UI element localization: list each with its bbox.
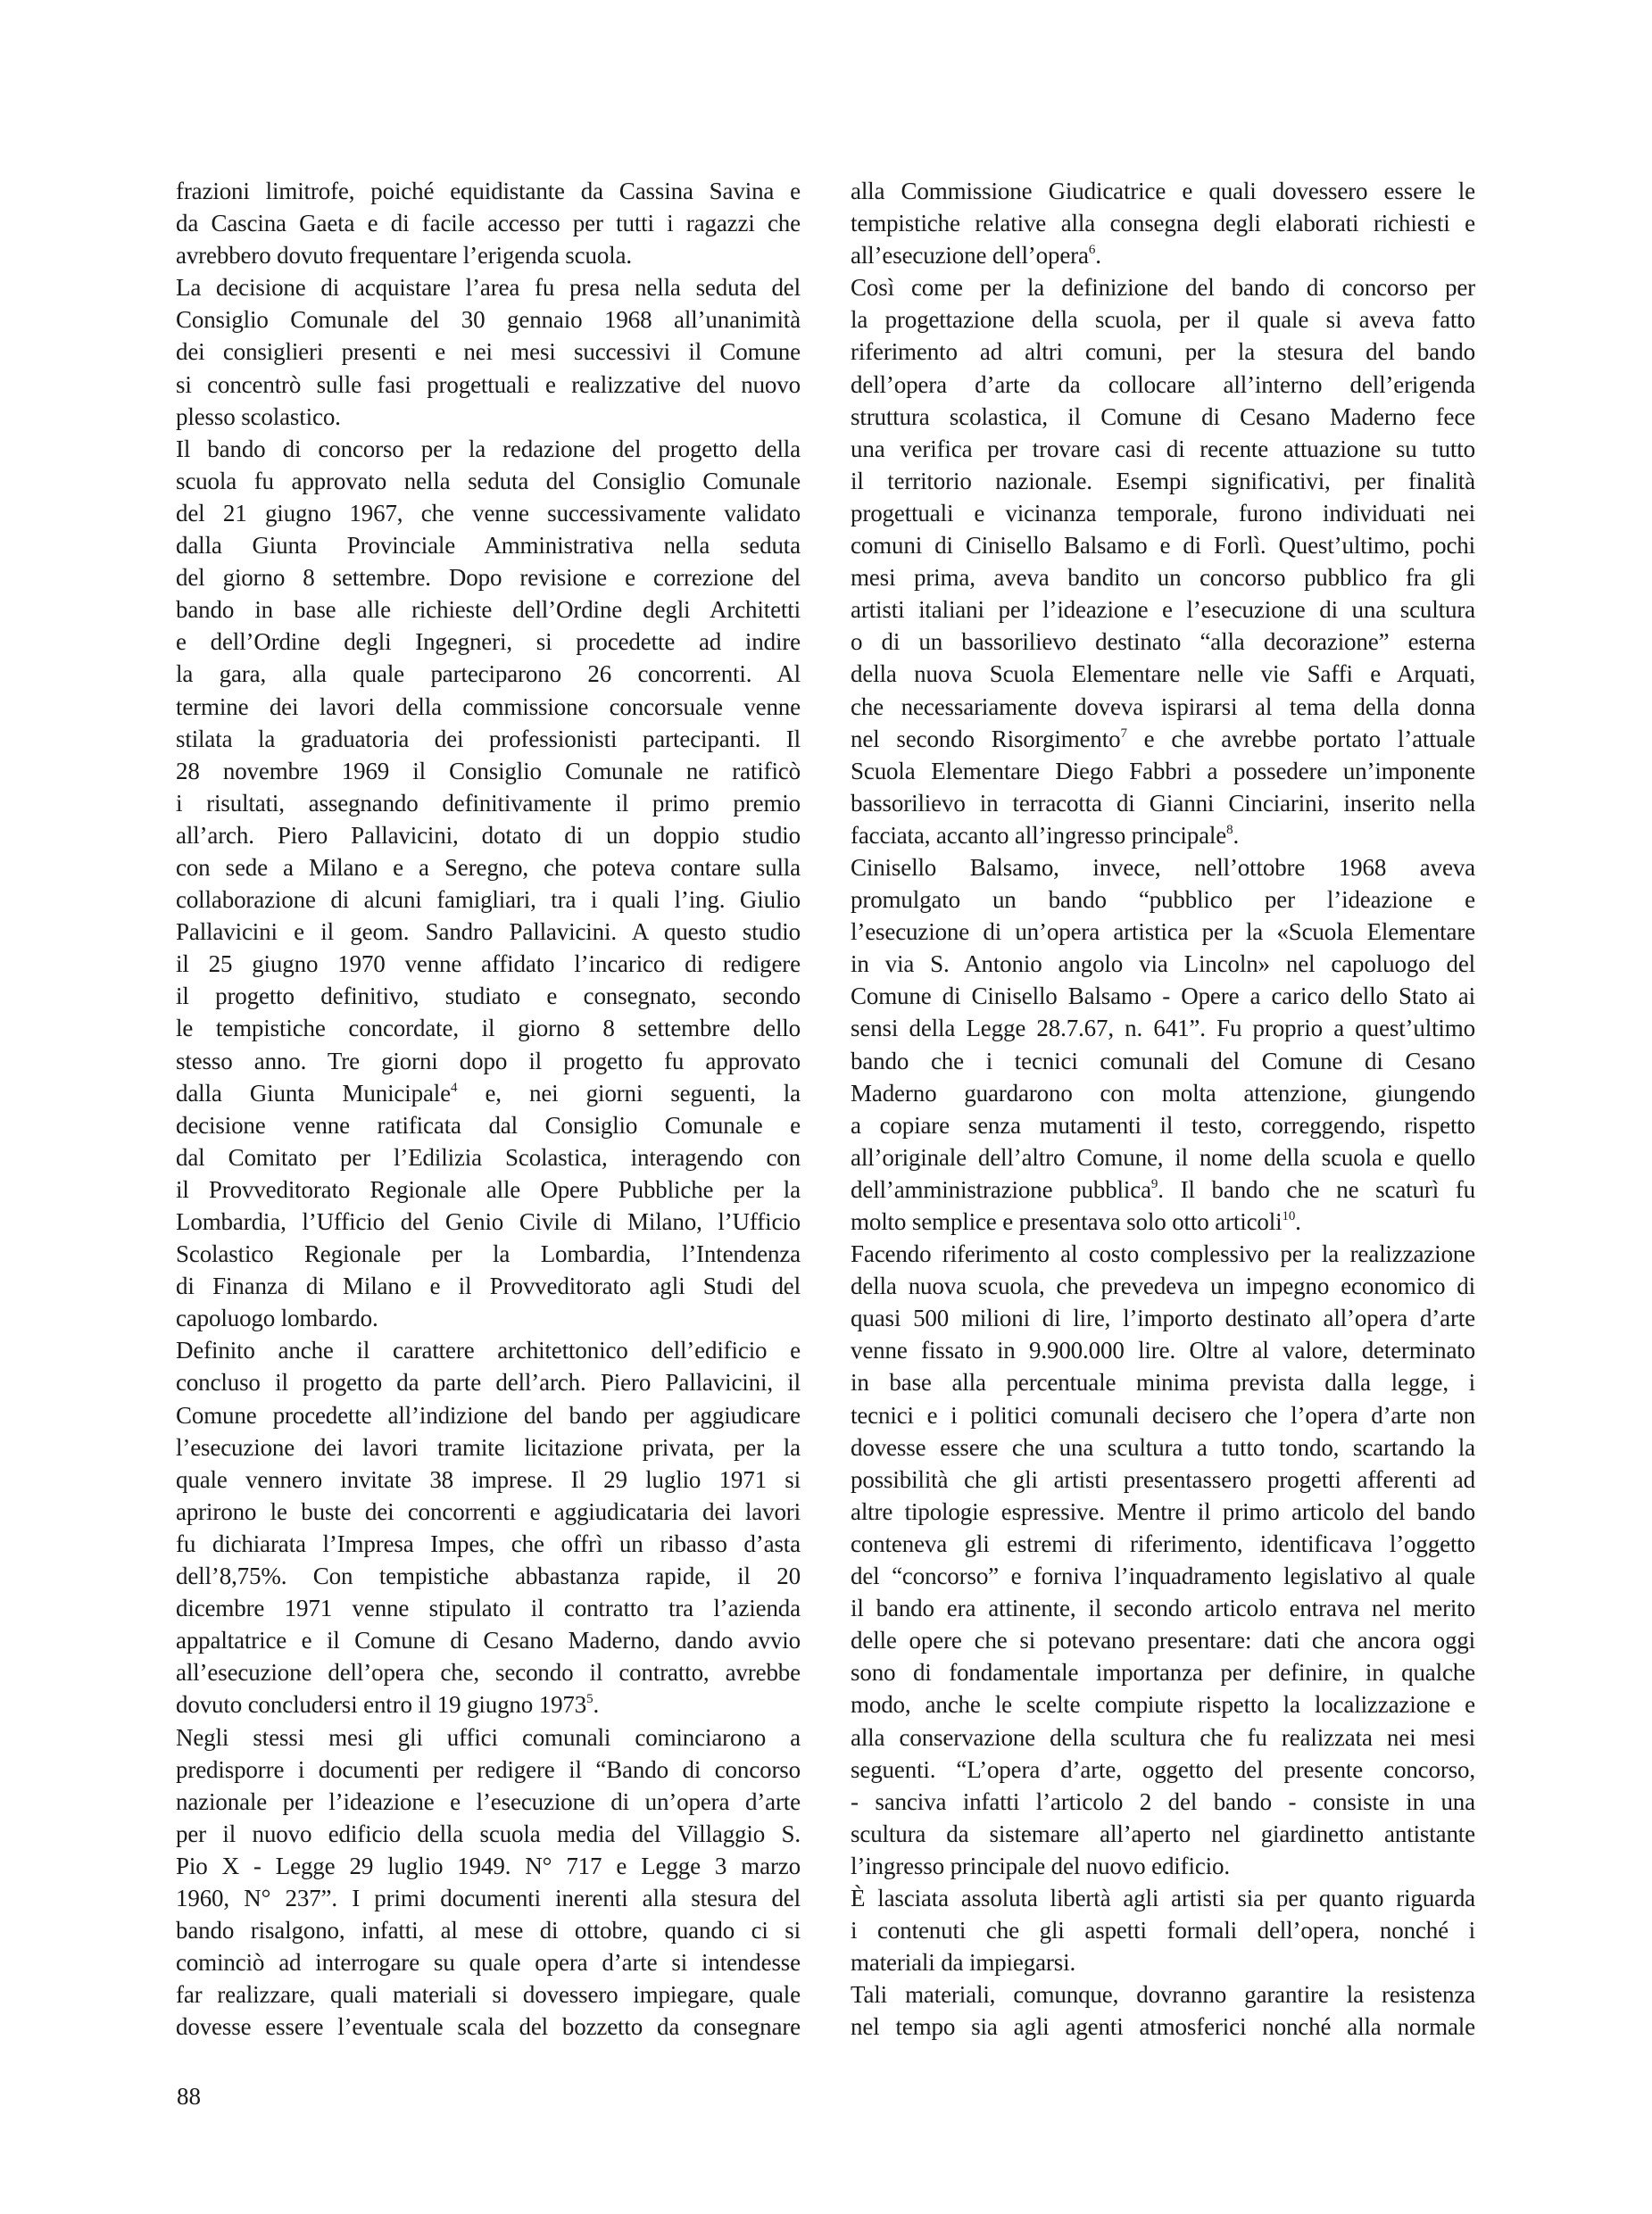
text-line-content: a copiare senza mutamenti il testo, correggendo, rispetto xyxy=(851,1111,1475,1139)
text-line-content: la progettazione della scuola, per il quale si aveva fatto xyxy=(851,306,1475,334)
text-line-content: Pallavicini e il geom. Sandro Pallavicini. A questo studio xyxy=(176,918,801,946)
text-line-content: all’originale dell’altro Comune, il nome della scuola e quello xyxy=(851,1143,1475,1171)
text-line-content: dell’amministrazione pubblica xyxy=(851,1175,1151,1203)
text-line-content: Tali materiali, comunque, dovranno garantire la resistenza xyxy=(851,1981,1475,2009)
text-line xyxy=(851,1786,1475,1818)
text-line-content: sensi della Legge 28.7.67, n. 641”. Fu proprio a quest’ultimo xyxy=(851,1015,1475,1042)
text-line xyxy=(851,1464,1475,1496)
footnote-marker: 8 xyxy=(1226,822,1233,837)
text-line xyxy=(176,851,801,883)
text-line xyxy=(851,336,1475,368)
text-line xyxy=(851,1624,1475,1656)
text-line xyxy=(851,1173,1475,1206)
text-line xyxy=(176,1721,801,1754)
text-line xyxy=(851,433,1475,465)
text-line xyxy=(176,980,801,1012)
text-line xyxy=(176,593,801,626)
text-line-content: e dell’Ordine degli Ingegneri, si procedette ad indire xyxy=(176,628,801,656)
text-line-content: in via S. Antonio angolo via Lincoln» nel capoluogo del xyxy=(851,950,1475,978)
text-line-content: da Cascina Gaeta e di facile accesso per tutti i ragazzi che xyxy=(176,210,801,237)
footnote-marker: 7 xyxy=(1120,726,1127,741)
text-line-continuation: . xyxy=(1295,1208,1301,1235)
text-line-content: delle opere che si potevano presentare: dati che ancora oggi xyxy=(851,1627,1475,1654)
text-line-content: del “concorso” e forniva l’inquadramento legislativo al quale xyxy=(851,1563,1475,1590)
text-line xyxy=(851,1656,1475,1688)
text-line xyxy=(851,369,1475,401)
text-line xyxy=(176,1496,801,1528)
text-line-continuation: e che avrebbe portato l’attuale xyxy=(1126,725,1475,752)
text-line xyxy=(176,883,801,916)
text-line xyxy=(176,1882,801,1914)
text-line-content: conteneva gli estremi di riferimento, identificava l’oggetto xyxy=(851,1530,1475,1557)
text-line-content: stilata la graduatoria dei professionisti partecipanti. Il xyxy=(176,725,801,752)
text-line xyxy=(851,1978,1475,2011)
text-line-content: Negli stessi mesi gli uffici comunali cominciarono a xyxy=(176,1723,801,1751)
text-line xyxy=(851,1366,1475,1398)
text-line xyxy=(176,626,801,658)
text-line-content: aprirono le buste dei concorrenti e aggiudicataria dei lavori xyxy=(176,1497,801,1525)
text-line xyxy=(851,787,1475,819)
text-line-content: possibilità che gli artisti presentassero progetti afferenti ad xyxy=(851,1465,1475,1493)
text-line-content: del 21 giugno 1967, che venne successivamente validato xyxy=(176,499,801,527)
text-line-content: dei consiglieri presenti e nei mesi successivi il Comune xyxy=(176,338,801,366)
text-line-content: i risultati, assegnando definitivamente il primo premio xyxy=(176,789,801,817)
footnote-marker: 6 xyxy=(1088,243,1096,258)
text-line-content: del giorno 8 settembre. Dopo revisione e correzione del xyxy=(176,564,801,592)
text-line xyxy=(851,691,1475,723)
text-line xyxy=(851,401,1475,433)
text-line-content: il 25 giugno 1970 venne affidato l’incarico di redigere xyxy=(176,950,801,978)
text-line-content: stesso anno. Tre giorni dopo il progetto fu approvato xyxy=(176,1047,801,1074)
text-line-content: decisione venne ratificata dal Consiglio Comunale e xyxy=(176,1111,801,1139)
text-line-content: alla conservazione della scultura che fu realizzata nei mesi xyxy=(851,1723,1475,1751)
text-line-content: Definito anche il carattere architettonico dell’edificio e xyxy=(176,1337,801,1364)
text-line-content: plesso scolastico. xyxy=(176,402,341,430)
text-line xyxy=(176,1528,801,1560)
text-line-content: mesi prima, aveva bandito un concorso pubblico fra gli xyxy=(851,564,1475,592)
text-line xyxy=(851,755,1475,787)
text-line-content: l’esecuzione di un’opera artistica per la «Scuola Elementare xyxy=(851,918,1475,946)
text-line-content: bando risalgono, infatti, al mese di ottobre, quando ci si xyxy=(176,1917,801,1945)
text-line-content: all’arch. Piero Pallavicini, dotato di un doppio studio xyxy=(176,821,801,849)
text-line xyxy=(851,465,1475,497)
page-number: 88 xyxy=(177,2083,201,2110)
text-line xyxy=(176,1754,801,1786)
text-line xyxy=(176,561,801,593)
text-line-content: Maderno guardarono con molta attenzione, giungendo xyxy=(851,1079,1475,1107)
text-line xyxy=(176,1012,801,1044)
text-line-content: riferimento ad altri comuni, per la stesura del bando xyxy=(851,338,1475,366)
text-line xyxy=(176,1850,801,1882)
text-line-content: termine dei lavori della commissione concorsuale venne xyxy=(176,692,801,720)
text-line-content: il Provveditorato Regionale alle Opere Pubbliche per la xyxy=(176,1175,801,1203)
text-line-content: l’esecuzione dei lavori tramite licitazione privata, per la xyxy=(176,1433,801,1461)
text-line-content: dal Comitato per l’Edilizia Scolastica, interagendo con xyxy=(176,1143,801,1171)
text-line xyxy=(851,916,1475,948)
text-line xyxy=(851,1528,1475,1560)
text-line-content: si concentrò sulle fasi progettuali e realizzative del nuovo xyxy=(176,370,801,398)
text-line xyxy=(851,1431,1475,1464)
text-line-content: materiali da impiegarsi. xyxy=(851,1949,1076,1977)
text-line xyxy=(851,1818,1475,1850)
footnote-marker: 9 xyxy=(1150,1176,1158,1191)
text-line-content: venne fissato in 9.900.000 lire. Oltre al valore, determinato xyxy=(851,1337,1475,1364)
text-line-content: progettuali e vicinanza temporale, furono individuati nei xyxy=(851,499,1475,527)
text-line xyxy=(176,1109,801,1141)
text-line-content: scuola fu approvato nella seduta del Consiglio Comunale xyxy=(176,467,801,494)
text-line-content: avrebbero dovuto frequentare l’erigenda scuola. xyxy=(176,242,632,269)
text-line xyxy=(851,1754,1475,1786)
text-line-content: dalla Giunta Municipale xyxy=(176,1079,451,1107)
text-line xyxy=(176,175,801,207)
text-line xyxy=(851,626,1475,658)
text-line-content: della nuova scuola, che prevedeva un impegno economico di xyxy=(851,1273,1475,1300)
text-line-content: bando che i tecnici comunali del Comune di Cesano xyxy=(851,1047,1475,1074)
text-line xyxy=(176,1366,801,1398)
text-line-content: dell’opera d’arte da collocare all’interno dell’erigenda xyxy=(851,370,1475,398)
text-line xyxy=(851,883,1475,916)
text-line xyxy=(176,1624,801,1656)
text-line-content: scultura da sistemare all’aperto nel giardinetto antistante xyxy=(851,1820,1475,1847)
text-line-content: Cinisello Balsamo, invece, nell’ottobre 1968 aveva xyxy=(851,853,1475,881)
text-line-content: di Finanza di Milano e il Provveditorato agli Studi del xyxy=(176,1273,801,1300)
text-line xyxy=(851,948,1475,980)
text-line-content: bando in base alle richieste dell’Ordine degli Architetti xyxy=(176,596,801,624)
text-line-content: alla Commissione Giudicatrice e quali dovessero essere le xyxy=(851,178,1475,204)
text-line-content: promulgato un bando “pubblico per l’ideazione e xyxy=(851,886,1475,914)
text-line xyxy=(176,336,801,368)
text-line xyxy=(176,1399,801,1431)
text-line-content: Scolastico Regionale per la Lombardia, l’Intendenza xyxy=(176,1240,801,1268)
text-line xyxy=(851,1882,1475,1914)
text-line-content: predisporre i documenti per redigere il “Bando di concorso xyxy=(176,1755,801,1783)
text-line-content: È lasciata assoluta libertà agli artisti sia per quanto riguarda xyxy=(851,1884,1475,1911)
text-line-content: Consiglio Comunale del 30 gennaio 1968 all’unanimità xyxy=(176,306,801,334)
text-line xyxy=(176,1560,801,1592)
text-line xyxy=(176,207,801,239)
text-line-continuation: . xyxy=(1233,821,1240,849)
text-line-content: quasi 500 milioni di lire, l’importo destinato all’opera d’arte xyxy=(851,1305,1475,1332)
text-line xyxy=(851,1302,1475,1334)
text-line xyxy=(851,1592,1475,1624)
text-line xyxy=(176,1786,801,1818)
text-line-content: Così come per la definizione del bando di concorso per xyxy=(851,274,1475,302)
text-line xyxy=(176,271,801,303)
text-line-content: appaltatrice e il Comune di Cesano Maderno, dando avvio xyxy=(176,1627,801,1654)
text-line xyxy=(176,1946,801,1978)
text-line-continuation: . xyxy=(593,1691,600,1719)
text-line-content: concluso il progetto da parte dell’arch. Piero Pallavicini, il xyxy=(176,1369,801,1397)
text-line xyxy=(851,1850,1475,1882)
text-line-content: Scuola Elementare Diego Fabbri a possedere un’imponente xyxy=(851,757,1475,784)
text-line xyxy=(851,271,1475,303)
text-line-content: Comune procedette all’indizione del bando per aggiudicare xyxy=(176,1401,801,1429)
text-line-content: La decisione di acquistare l’area fu presa nella seduta del xyxy=(176,274,801,302)
text-line xyxy=(176,1270,801,1302)
text-line-content: i contenuti che gli aspetti formali dell’opera, nonché i xyxy=(851,1917,1475,1945)
text-line-content: con sede a Milano e a Seregno, che poteva contare sulla xyxy=(176,853,801,881)
text-line xyxy=(851,1238,1475,1270)
text-line-content: dalla Giunta Provinciale Amministrativa nella seduta xyxy=(176,532,801,560)
text-line-content: artisti italiani per l’ideazione e l’esecuzione di una scultura xyxy=(851,596,1475,624)
text-line xyxy=(851,1077,1475,1109)
text-line-content: cominciò ad interrogare su quale opera d’arte si intendesse xyxy=(176,1949,801,1977)
text-line xyxy=(176,401,801,433)
text-line-content: collaborazione di alcuni famigliari, tra i quali l’ing. Giulio xyxy=(176,886,801,914)
text-line-continuation: e, nei giorni seguenti, la xyxy=(457,1079,801,1107)
text-line-content: la gara, alla quale parteciparono 26 concorrenti. Al xyxy=(176,660,801,688)
text-line-content: seguenti. “L’opera d’arte, oggetto del presente concorso, xyxy=(851,1755,1475,1783)
text-line xyxy=(851,1045,1475,1077)
text-line xyxy=(176,787,801,819)
text-line xyxy=(176,1173,801,1206)
text-line xyxy=(176,1238,801,1270)
text-line xyxy=(851,561,1475,593)
text-line xyxy=(851,1109,1475,1141)
text-line-content: struttura scolastica, il Comune di Cesano Maderno fece xyxy=(851,402,1475,430)
text-line xyxy=(851,1270,1475,1302)
text-line-content: - sanciva infatti l’articolo 2 del bando - consiste in una xyxy=(851,1787,1475,1815)
text-line-content: 28 novembre 1969 il Consiglio Comunale ne ratificò xyxy=(176,757,801,784)
text-line xyxy=(851,1688,1475,1721)
text-line-content: Comune di Cinisello Balsamo - Opere a carico dello Stato ai xyxy=(851,983,1475,1010)
text-line xyxy=(176,1334,801,1366)
text-line-content: o di un bassorilievo destinato “alla decorazione” esterna xyxy=(851,628,1475,656)
text-line-content: capoluogo lombardo. xyxy=(176,1305,378,1332)
text-line-content: altre tipologie espressive. Mentre il primo articolo del bando xyxy=(851,1497,1475,1525)
text-line xyxy=(851,2011,1475,2043)
text-line-content: nazionale per l’ideazione e l’esecuzione di un’opera d’arte xyxy=(176,1787,801,1815)
text-line xyxy=(851,497,1475,529)
text-line xyxy=(176,433,801,465)
text-line xyxy=(176,1688,801,1721)
text-line xyxy=(851,658,1475,690)
text-line xyxy=(851,819,1475,851)
text-line xyxy=(851,851,1475,883)
text-line-continuation: . Il bando che ne scaturì fu xyxy=(1158,1175,1475,1203)
text-line xyxy=(176,369,801,401)
text-line-content: bassorilievo in terracotta di Gianni Cinciarini, inserito nella xyxy=(851,789,1475,817)
text-line xyxy=(176,916,801,948)
text-line-content: 1960, N° 237”. I primi documenti inerenti alla stesura del xyxy=(176,1884,801,1911)
text-line-content: tecnici e i politici comunali decisero che l’opera d’arte non xyxy=(851,1401,1475,1429)
text-line-content: dell’8,75%. Con tempistiche abbastanza rapide, il 20 xyxy=(176,1563,801,1590)
right-text-column xyxy=(851,175,1475,2043)
text-line-content: in base alla percentuale minima prevista dalla legge, i xyxy=(851,1369,1475,1397)
text-line-content: dovesse essere l’eventuale scala del bozzetto da consegnare xyxy=(176,2013,801,2041)
text-line-content: l’ingresso principale del nuovo edificio. xyxy=(851,1852,1230,1879)
text-line-content: il territorio nazionale. Esempi significativi, per finalità xyxy=(851,467,1475,494)
footnote-marker: 10 xyxy=(1282,1209,1296,1223)
text-line xyxy=(176,1206,801,1238)
text-line-content: frazioni limitrofe, poiché equidistante da Cassina Savina e xyxy=(176,178,801,204)
left-text-column xyxy=(176,175,801,2043)
text-line xyxy=(176,1978,801,2011)
text-line-content: tempistiche relative alla consegna degli elaborati richiesti e xyxy=(851,210,1475,237)
text-line xyxy=(176,239,801,271)
text-line xyxy=(176,497,801,529)
text-line-content: quale vennero invitate 38 imprese. Il 29 luglio 1971 si xyxy=(176,1465,801,1493)
text-line xyxy=(176,1656,801,1688)
text-line xyxy=(851,529,1475,561)
footnote-marker: 4 xyxy=(450,1080,458,1095)
text-line-content: modo, anche le scelte compiute rispetto la localizzazione e xyxy=(851,1691,1475,1719)
text-line xyxy=(851,1141,1475,1173)
text-line xyxy=(176,1077,801,1109)
text-line-content: che necessariamente doveva ispirarsi al tema della donna xyxy=(851,692,1475,720)
text-line xyxy=(176,529,801,561)
text-line xyxy=(176,723,801,755)
text-line xyxy=(851,303,1475,336)
text-line xyxy=(851,1721,1475,1754)
text-line xyxy=(851,980,1475,1012)
text-line xyxy=(176,755,801,787)
text-line xyxy=(176,1431,801,1464)
text-line-content: il progetto definitivo, studiato e consegnato, secondo xyxy=(176,983,801,1010)
text-line-content: per il nuovo edificio della scuola media del Villaggio S. xyxy=(176,1820,801,1847)
text-line xyxy=(851,207,1475,239)
text-line xyxy=(176,465,801,497)
text-line xyxy=(851,1012,1475,1044)
text-line-content: Pio X - Legge 29 luglio 1949. N° 717 e Legge 3 marzo xyxy=(176,1852,801,1879)
text-line xyxy=(851,1334,1475,1366)
text-line xyxy=(176,658,801,690)
text-line-content: il bando era attinente, il secondo articolo entrava nel merito xyxy=(851,1595,1475,1622)
text-line-content: molto semplice e presentava solo otto articoli xyxy=(851,1208,1283,1235)
text-line-content: nel tempo sia agli agenti atmosferici nonché alla normale xyxy=(851,2013,1475,2041)
text-line-content: della nuova Scuola Elementare nelle vie Saffi e Arquati, xyxy=(851,660,1475,688)
text-line-content: le tempistiche concordate, il giorno 8 settembre dello xyxy=(176,1015,801,1042)
text-line xyxy=(176,1464,801,1496)
text-line xyxy=(176,691,801,723)
text-line xyxy=(176,1914,801,1946)
text-line xyxy=(851,1206,1475,1238)
text-line xyxy=(176,1592,801,1624)
text-line-content: una verifica per trovare casi di recente attuazione su tutto xyxy=(851,435,1475,462)
text-line xyxy=(851,723,1475,755)
text-line xyxy=(851,1914,1475,1946)
text-line xyxy=(851,593,1475,626)
text-line xyxy=(851,1496,1475,1528)
text-line xyxy=(176,1818,801,1850)
text-line xyxy=(176,1045,801,1077)
text-line-content: sono di fondamentale importanza per definire, in qualche xyxy=(851,1659,1475,1687)
text-line-content: all’esecuzione dell’opera che, secondo il contratto, avrebbe xyxy=(176,1659,801,1687)
text-line xyxy=(176,2011,801,2043)
text-line xyxy=(176,1302,801,1334)
text-line xyxy=(176,819,801,851)
text-line xyxy=(176,948,801,980)
text-line xyxy=(851,1946,1475,1978)
text-line-content: Facendo riferimento al costo complessivo per la realizzazione xyxy=(851,1240,1475,1268)
text-line-content: all’esecuzione dell’opera xyxy=(851,242,1089,269)
text-line-content: dicembre 1971 venne stipulato il contratto tra l’azienda xyxy=(176,1595,801,1622)
text-line xyxy=(851,175,1475,207)
text-line xyxy=(851,1399,1475,1431)
text-line-content: fu dichiarata l’Impresa Impes, che offrì un ribasso d’asta xyxy=(176,1530,801,1557)
text-line-content: nel secondo Risorgimento xyxy=(851,725,1121,752)
footnote-marker: 5 xyxy=(586,1692,594,1707)
text-line xyxy=(176,303,801,336)
text-line xyxy=(176,1141,801,1173)
text-line-content: Il bando di concorso per la redazione del progetto della xyxy=(176,435,801,462)
text-line-content: comuni di Cinisello Balsamo e di Forlì. Quest’ultimo, pochi xyxy=(851,532,1475,560)
text-line-content: dovesse essere che una scultura a tutto tondo, scartando la xyxy=(851,1433,1475,1461)
text-line-content: far realizzare, quali materiali si dovessero impiegare, quale xyxy=(176,1981,801,2009)
text-line-content: Lombardia, l’Ufficio del Genio Civile di Milano, l’Ufficio xyxy=(176,1208,801,1235)
text-line xyxy=(851,239,1475,271)
text-line-content: facciata, accanto all’ingresso principale xyxy=(851,821,1227,849)
text-line-content: dovuto concludersi entro il 19 giugno 1973 xyxy=(176,1691,587,1719)
text-line-continuation: . xyxy=(1095,242,1101,269)
text-line xyxy=(851,1560,1475,1592)
